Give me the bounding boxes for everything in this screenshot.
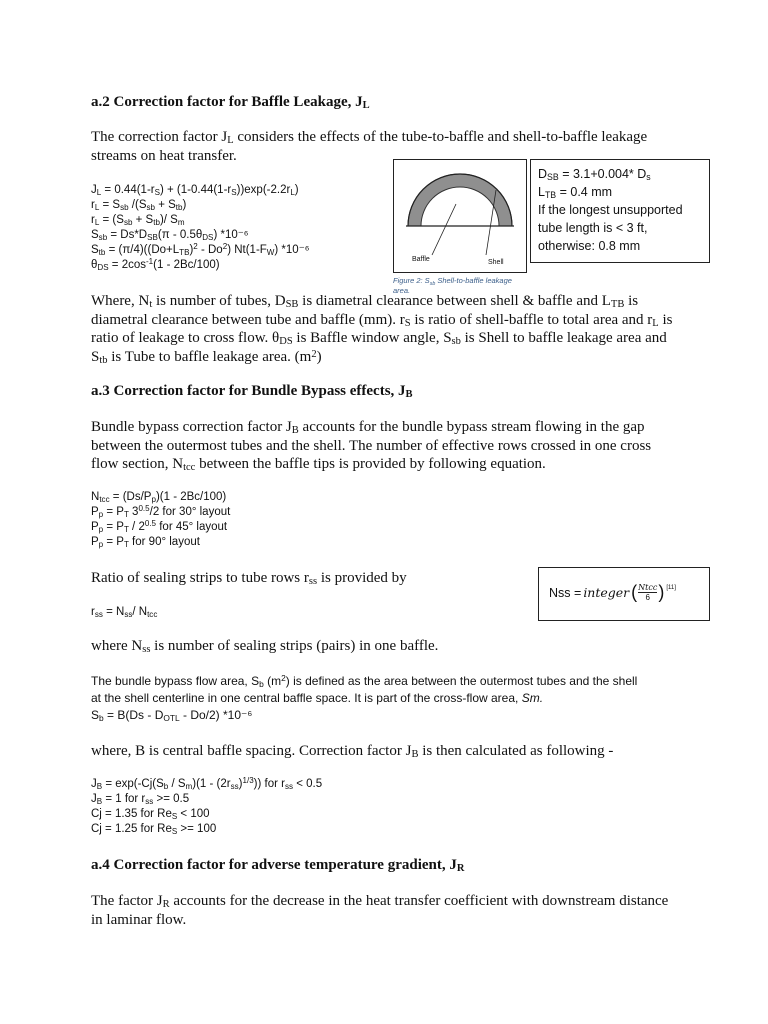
nss-where: where $N_{ss}$ is number of sealing strips (pairs) in one baffle. — [91, 638, 439, 655]
jb-where: where, B is central baffle spacing. Correction factor $J_B$ is then calculated as following - — [91, 743, 614, 760]
a2-equations: $J_L = 0.44(1-r_S) + (1-0.44(1-r_S))\exp(-2.2r_L)$ $r_L = S_{sb}$ $/(S_{sb} + S_{tb})$ $r_L = (S_{sb} + S_{tb})/$ $S_m$ $S_{sb} = Ds*D_{SB}(\pi - 0.5\theta_{DS})$ *10⁻⁶ $S_{tb} = (\pi/4)((Do+L_{TB})^2 - Do^2)$ $Nt(1-F_W)$ *10⁻⁶ $\theta_{DS} = 2\cos^{-1}(1 - 2Bc/100)$ — [91, 184, 310, 272]
a2-intro: The correction factor $J_L$ considers the effects of the tube-to-baffle and shell-to-baffle leakage streams on heat transfer. — [91, 129, 648, 164]
a2-where: Where, $N_t$ is number of tubes, $D_{SB}$ is diametral clearance between shell & baffle and $L_{TB}$ is diametral clearance between tube and baffle (mm). $r_S$ is ratio of shell-baffle to total area and $r_L$ is ratio of leakage to cross flow. $\theta_{DS}$ is Baffle window angle, $S_{sb}$ is Shell to baffle leakage area and $S_{tb}$ is Tube to baffle leakage area. $(m^2)$ — [91, 293, 673, 366]
heading-a2: a.2 Correction factor for Baffle Leakage, $J_L$ — [91, 94, 370, 111]
a3-intro: Bundle bypass correction factor $J_B$ accounts for the bundle bypass stream flowing in the gap between the outermost tubes and the shell. The number of effective rows crossed in one cross flow section, $N_{tcc}$ between the baffle tips is provided by following equation. — [91, 419, 652, 473]
bypass-area-text: The bundle bypass flow area, $S_b$ $(m^2)$ is defined as the area between the outermost tubes and the shell at the shell centerline in one central baffle space. It is part of the cross-flow area, Sm. $S_b = B(Ds - D_{OTL} - Do/2)$ *10⁻⁶ — [91, 673, 638, 723]
clearance-box: $D_{SB} = 3.1+0.004*$ $D_s$ $L_{TB} = 0.4$ mm If the longest unsupported tube length is < 3 ft, otherwise: 0.8 mm — [530, 159, 710, 263]
nss-box: Nss = integer ( Ntcc 6 ) [11] — [538, 567, 710, 621]
shell-annulus — [408, 174, 512, 226]
heading-a3: a.3 Correction factor for Bundle Bypass effects, $J_B$ — [91, 383, 413, 400]
baffle-pointer — [432, 204, 456, 255]
jb-equations: $J_B = \exp(-Cj(S_b / S_m)(1 - (2r_{ss})^{1/3}))$ for $r_{ss} < 0.5$ $J_B = 1$ for $r_{ss} >= 0.5$ Cj = 1.35 for $Re_S < 100$ Cj = 1.25 for $Re_S >= 100$ — [91, 776, 323, 836]
shell-label: Shell — [488, 259, 504, 266]
a4-intro: The factor $J_R$ accounts for the decrease in the heat transfer coefficient with downstream distance in laminar flow. — [91, 893, 669, 928]
baffle-figure — [393, 159, 527, 273]
heading-a4: a.4 Correction factor for adverse temperature gradient, $J_R$ — [91, 857, 465, 874]
figure-caption: Figure 2: $S_{sb}$ Shell-to-baffle leakage area. — [393, 276, 512, 295]
rss-equation: $r_{ss} = N_{ss}/$ $N_{tcc}$ — [91, 606, 158, 619]
a3-equations: $N_{tcc} = (Ds/P_p)(1 - 2Bc/100)$ $P_p = P_T$ $3^{0.5}/2$ for 30° layout $P_p = P_T / 2^{0.5}$ for 45° layout $P_p = P_T$ for 90° layout — [91, 491, 231, 549]
baffle-label: Baffle — [412, 256, 430, 263]
ratio-text: Ratio of sealing strips to tube rows $r_{ss}$ is provided by — [91, 570, 407, 587]
